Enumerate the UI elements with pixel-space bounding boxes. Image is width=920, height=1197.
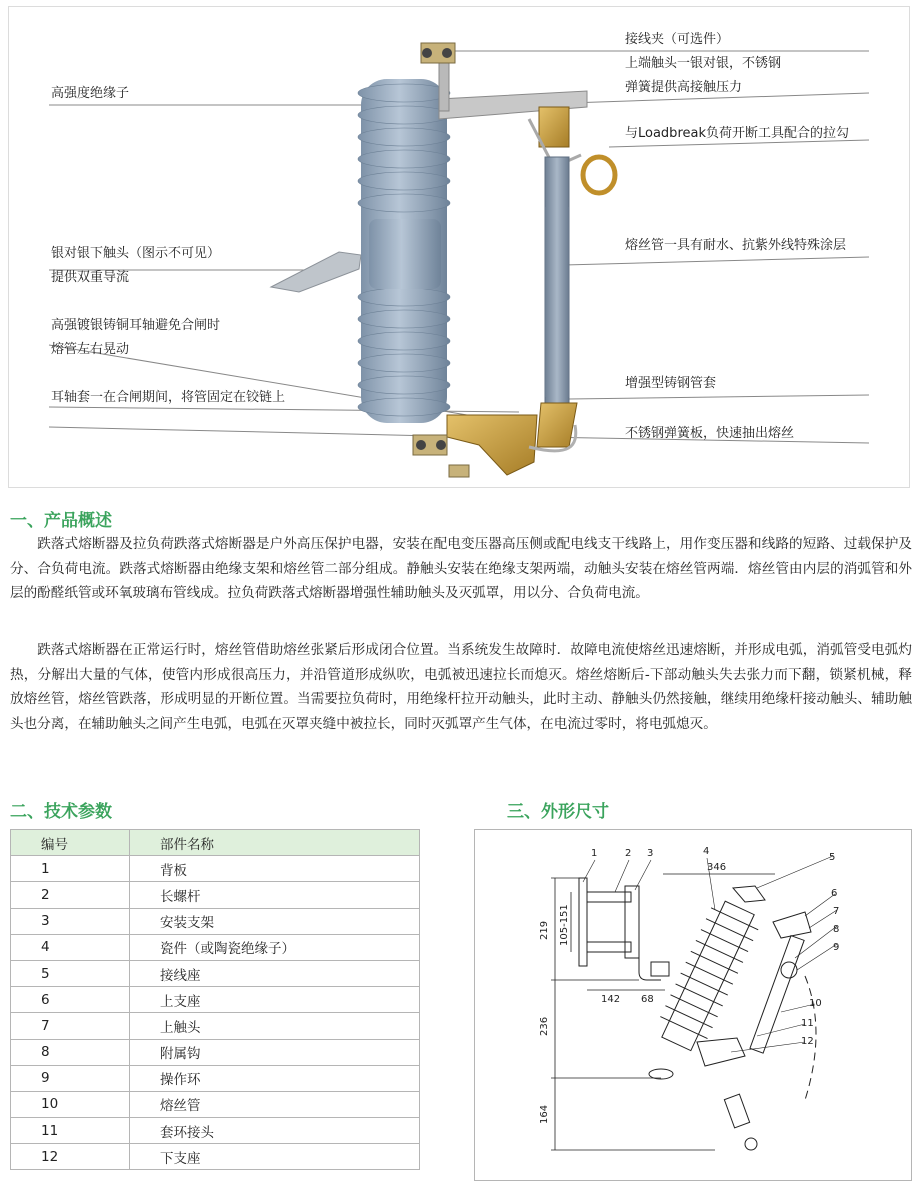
header-part-name: 部件名称 xyxy=(130,830,420,856)
callout-loadbreak-hook: 与Loadbreak负荷开断工具配合的拉勾 xyxy=(625,126,849,141)
dimension-236: 236 xyxy=(539,1016,550,1036)
callout-insulator: 高强度绝缘子 xyxy=(51,86,130,101)
cell-number: 7 xyxy=(11,1013,130,1039)
drawing-part-number: 1 xyxy=(591,848,598,859)
callout-tube-sway: 熔管左右晃动 xyxy=(51,342,130,357)
callout-fuse-tube: 熔丝管一具有耐水、抗紫外线特殊涂层 xyxy=(625,238,847,253)
cell-number: 11 xyxy=(11,1118,130,1144)
cell-part-name: 上触头 xyxy=(130,1013,420,1039)
cell-number: 3 xyxy=(11,908,130,934)
callout-spring-pressure: 弹簧提供高接触压力 xyxy=(625,80,743,95)
cell-part-name: 长螺杆 xyxy=(130,882,420,908)
overview-paragraph-1: 跌落式熔断器及拉负荷跌落式熔断器是户外高压保护电器，安装在配电变压器高压侧或配电线支干线路上，用作变压器和线路的短路、过载保护及分、合负荷电流。跌落式熔断器由绝缘支架和熔丝管二部分组成。静触头安装在绝缘支架两端，动触头安装在熔丝管两端．熔丝管由内层的消弧管和外层的酚醛纸管或环氧玻璃布管线成。拉负荷跌落式熔断器增强性辅助触头及灭弧罩，用以分、合负荷电流。 xyxy=(10,536,912,602)
dimension-142: 142 xyxy=(601,994,621,1005)
dimension-68: 68 xyxy=(641,994,654,1005)
dimension-105-151: 105-151 xyxy=(559,904,570,946)
table-row xyxy=(11,1091,420,1117)
drawing-part-number: 4 xyxy=(703,846,710,857)
callout-trunnion-sleeve: 耳轴套一在合闸期间，将管固定在铰链上 xyxy=(51,390,286,405)
overview-paragraph-2: 跌落式熔断器在正常运行时，熔丝管借助熔丝张紧后形成闭合位置。当系统发生故障时．故障电流使熔丝迅速熔断，并形成电弧，消弧管受电弧灼热，分解出大量的气体，使管内形成很高压力，并沿管道形成纵吹，电弧被迅速拉长而熄灭。熔丝熔断后-下部动触头失去张力而下翻，锁紧机械，释放熔丝管，熔丝管跌落，形成明显的开断位置。当需要拉负荷时，用绝缘杆拉开动触头，此时主动、静触头仍然接触，继续用绝缘杆接动触头、辅助触头也分离，在辅助触头之间产生电弧，电弧在灭罩夹缝中被拉长，同时灭弧罩产生气体，在电流过零时，将电弧熄灭。 xyxy=(10,642,912,732)
drawing-part-number: 9 xyxy=(833,942,840,953)
product-photo-panel xyxy=(8,6,910,488)
dimension-drawing-panel xyxy=(474,829,912,1181)
drawing-part-number: 2 xyxy=(625,848,632,859)
callout-double-conduction: 提供双重导流 xyxy=(51,270,130,285)
cell-part-name: 附属钩 xyxy=(130,1039,420,1065)
cell-number: 10 xyxy=(11,1091,130,1117)
cell-part-name: 熔丝管 xyxy=(130,1091,420,1117)
cell-part-name: 瓷件（或陶瓷绝缘子） xyxy=(130,934,420,960)
cell-number: 4 xyxy=(11,934,130,960)
cell-number: 2 xyxy=(11,882,130,908)
table-row xyxy=(11,960,420,986)
overview-heading: 一、产品概述 xyxy=(10,511,112,531)
callout-upper-contact: 上端触头一银对银，不锈钢 xyxy=(625,56,782,71)
dimension-drawing xyxy=(475,830,911,1180)
table-row xyxy=(11,908,420,934)
parts-table xyxy=(10,829,420,1170)
callout-spring-plate: 不锈钢弹簧板，快速抽出熔丝 xyxy=(625,426,795,441)
table-row xyxy=(11,856,420,882)
params-heading: 二、技术参数 xyxy=(10,802,112,822)
cell-part-name: 背板 xyxy=(130,856,420,882)
cell-part-name: 安装支架 xyxy=(130,908,420,934)
drawing-part-number: 3 xyxy=(647,848,654,859)
table-row xyxy=(11,1065,420,1091)
header-number: 编号 xyxy=(11,830,130,856)
callout-terminal-clamp: 接线夹（可选件） xyxy=(625,32,730,47)
cell-number: 1 xyxy=(11,856,130,882)
table-row xyxy=(11,882,420,908)
callout-steel-sleeve: 增强型铸钢管套 xyxy=(625,376,717,391)
drawing-part-number: 5 xyxy=(829,852,836,863)
table-row xyxy=(11,1118,420,1144)
cell-number: 5 xyxy=(11,960,130,986)
dimension-164: 164 xyxy=(539,1104,550,1124)
drawing-part-number: 11 xyxy=(801,1018,814,1029)
table-header-row xyxy=(11,830,420,856)
cell-part-name: 下支座 xyxy=(130,1144,420,1170)
dimension-346: 346 xyxy=(707,862,727,873)
dimension-219: 219 xyxy=(539,920,550,940)
drawing-part-number: 10 xyxy=(809,998,822,1009)
cell-number: 8 xyxy=(11,1039,130,1065)
cell-number: 9 xyxy=(11,1065,130,1091)
drawing-part-number: 12 xyxy=(801,1036,814,1047)
table-row xyxy=(11,934,420,960)
drawing-part-number: 6 xyxy=(831,888,838,899)
table-row xyxy=(11,1039,420,1065)
cell-number: 12 xyxy=(11,1144,130,1170)
drawing-part-number: 7 xyxy=(833,906,840,917)
callout-lower-contact: 银对银下触头（图示不可见） xyxy=(51,246,221,261)
cell-part-name: 上支座 xyxy=(130,987,420,1013)
cell-part-name: 操作环 xyxy=(130,1065,420,1091)
callout-trunnion: 高强镀银铸铜耳轴避免合闸时 xyxy=(51,318,221,333)
cell-number: 6 xyxy=(11,987,130,1013)
dimensions-heading: 三、外形尺寸 xyxy=(507,802,609,822)
table-row xyxy=(11,1013,420,1039)
drawing-part-number: 8 xyxy=(833,924,840,935)
cell-part-name: 接线座 xyxy=(130,960,420,986)
table-row xyxy=(11,987,420,1013)
table-row xyxy=(11,1144,420,1170)
cell-part-name: 套环接头 xyxy=(130,1118,420,1144)
